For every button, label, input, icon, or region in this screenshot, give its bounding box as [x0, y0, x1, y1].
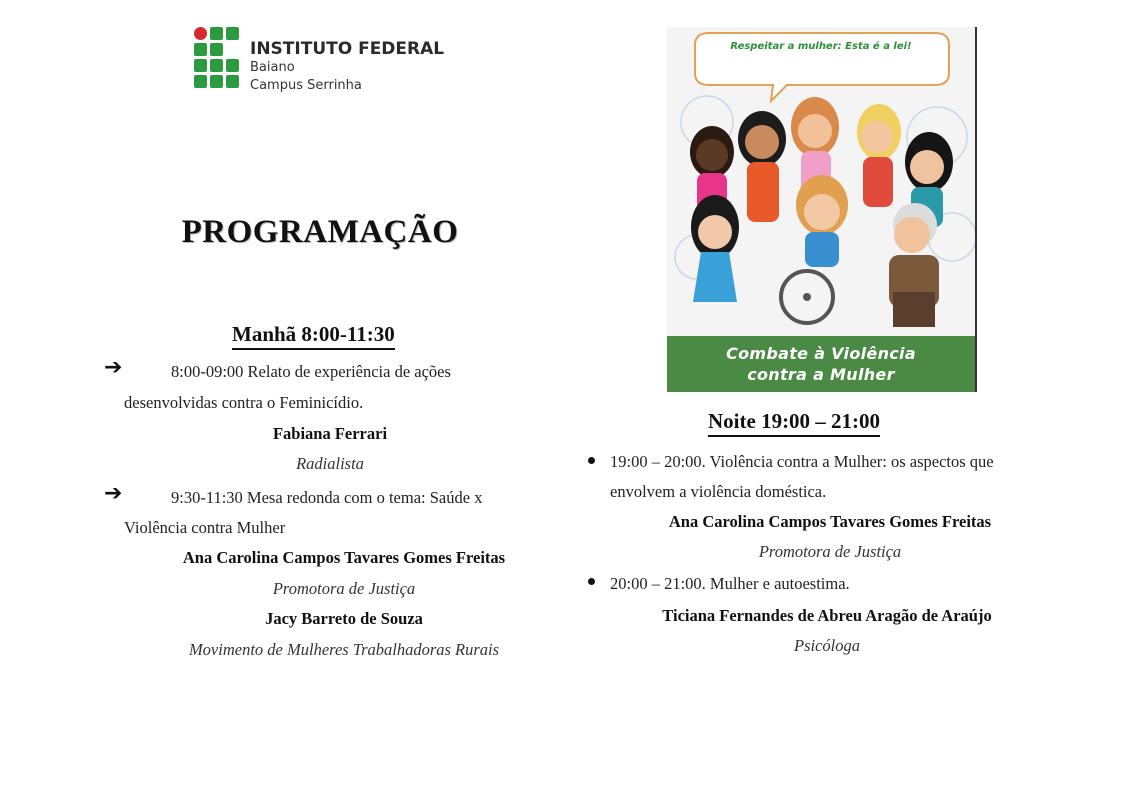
speaker-name: Ana Carolina Campos Tavares Gomes Freitas — [668, 512, 992, 531]
morning-item-1-line1: 8:00-09:00 Relato de experiência de ações — [171, 362, 451, 381]
morning-item-1-line2: desenvolvidas contra o Feminicídio. — [124, 393, 364, 412]
poster-bubble-text: Respeitar a mulher: Esta é a lei! — [730, 41, 912, 52]
speaker-role: Promotora de Justiça — [272, 579, 416, 598]
speaker-name: Ana Carolina Campos Tavares Gomes Freitas — [182, 548, 506, 567]
poster-banner-line1: Combate à Violência — [726, 344, 916, 363]
speaker-role: Movimento de Mulheres Trabalhadoras Rurais — [188, 640, 500, 659]
campaign-poster — [667, 27, 977, 392]
night-item-1-line2: envolvem a violência doméstica. — [610, 482, 827, 501]
speaker-name: Jacy Barreto de Souza — [265, 609, 423, 628]
speaker-name: Ticiana Fernandes de Abreu Aragão de Araújo — [662, 606, 992, 625]
morning-section-title: Manhã 8:00-11:30 — [232, 322, 395, 350]
night-item-1-line1: 19:00 – 20:00. Violência contra a Mulher: os aspectos que — [610, 452, 994, 471]
page-title: PROGRAMAÇÃO — [181, 214, 459, 250]
institute-logo — [194, 27, 454, 97]
morning-item-2-line2: Violência contra Mulher — [124, 518, 286, 537]
speaker-name: Fabiana Ferrari — [272, 424, 388, 443]
arrow-right-icon: ➔ — [104, 355, 123, 380]
logo-subtitle-line2: Baiano — [250, 60, 295, 75]
poster-banner-line2: contra a Mulher — [747, 365, 895, 384]
bullet-icon — [588, 578, 595, 585]
night-section-title: Noite 19:00 – 21:00 — [708, 409, 880, 437]
speaker-role: Promotora de Justiça — [758, 542, 902, 561]
logo-subtitle-line3: Campus Serrinha — [250, 78, 362, 93]
logo-mark-icon — [194, 27, 240, 91]
bullet-icon — [588, 457, 595, 464]
night-item-2-line1: 20:00 – 21:00. Mulher e autoestima. — [610, 574, 850, 593]
morning-item-2-line1: 9:30-11:30 Mesa redonda com o tema: Saúde x — [171, 488, 483, 507]
poster-banner — [667, 336, 975, 392]
women-group-illustration — [667, 27, 975, 336]
speaker-role: Radialista — [296, 454, 364, 473]
speaker-role: Psicóloga — [794, 636, 860, 655]
arrow-right-icon: ➔ — [104, 481, 123, 506]
logo-title: INSTITUTO FEDERAL — [250, 39, 445, 59]
